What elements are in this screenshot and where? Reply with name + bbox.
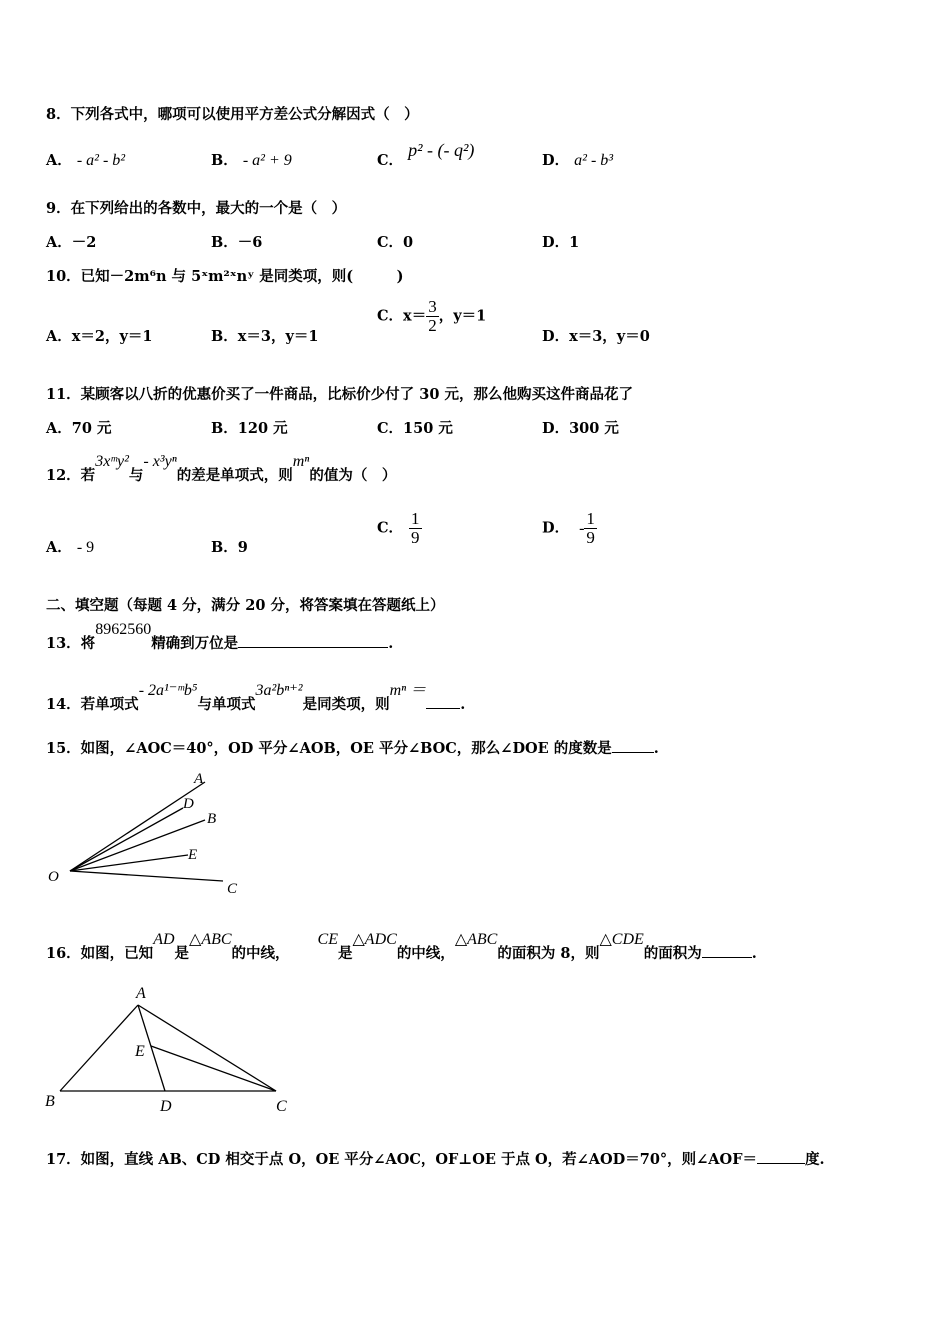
stem-text: 的差是单项式，则 [176,467,293,484]
option-label: D． [542,234,570,251]
section-heading: 二、填空题（每题 4 分，满分 20 分，将答案填在答题纸上） [46,597,445,614]
question-12-stem [46,453,397,485]
fraction [584,510,597,547]
fraction [409,510,422,547]
option-value: x＝3，y＝0 [569,328,650,345]
q9-option-b [211,231,262,252]
math-expr: △ABC [189,931,232,948]
q8-option-a [46,149,125,170]
question-8-stem: 8．下列各式中，哪项可以使用平方差公式分解因式（ ） [46,106,419,123]
option-expr: p² - (- q²) [408,140,475,160]
q9-option-c [377,231,413,252]
stem-text: 的值为（ ） [309,467,397,484]
q11-option-a [46,417,112,438]
option-value: 0 [403,234,414,251]
option-label: A． [46,152,72,169]
option-value: －6 [237,234,263,251]
math-expr: - x³yⁿ [143,453,177,470]
math-expr: 3a²bⁿ⁺² [255,682,303,699]
option-label: D． [542,328,570,345]
q12-option-d [542,510,597,547]
label-A: A [136,985,146,1002]
label-D: D [160,1098,172,1115]
minus-sign: - [579,519,585,537]
option-value: 9 [237,539,248,556]
answer-blank[interactable] [702,956,752,958]
math-expr: △ABC [454,931,498,948]
stem-text: 是 [174,945,190,962]
q12-option-b [211,536,248,557]
stem-text: 16．如图，已知 [46,945,154,962]
option-value: 120 元 [237,420,288,437]
option-value: 70 元 [71,420,112,437]
label-E: E [135,1043,145,1060]
angle-figure [40,765,260,900]
q9-option-a [46,231,96,252]
option-expr: - a² - b² [76,152,126,169]
option-value: - 9 [76,539,95,556]
stem-text: 14．若单项式 [46,696,139,713]
option-label: C． [377,519,404,537]
question-10-stem: 10．已知－2m⁶n 与 5ˣm²ˣnʸ 是同类项，则( ) [46,268,404,285]
math-expr: CE [317,931,338,948]
option-value: －2 [71,234,97,251]
option-label: D． [542,152,570,169]
number: 8962560 [95,621,152,638]
triangle-figure [40,980,310,1120]
fraction-denominator: 2 [428,316,437,335]
q12-option-a [46,536,94,557]
label-B: B [45,1093,55,1110]
label-B: B [207,811,217,827]
stem-text: 13．将 [46,635,96,652]
q10-option-c [377,298,486,335]
option-label: B． [211,539,238,556]
option-label: C． [377,234,404,251]
stem-text: 的中线， [396,945,455,962]
fraction-denominator: 9 [586,528,595,547]
fraction-numerator: 1 [586,509,595,528]
math-expr: - 2a¹⁻ᵐb⁵ [138,682,198,699]
option-label: D． [542,420,570,437]
stem-text: 是 [338,945,353,962]
q10-option-d [542,325,650,346]
stem-text: 的面积为 [643,945,702,962]
fraction [426,298,439,335]
q11-option-c [377,417,453,438]
stem-text: 度. [805,1151,825,1168]
option-value: 1 [569,234,580,251]
math-expr: AD [153,931,175,948]
question-17-stem [46,1148,825,1169]
q8-option-d [542,149,613,170]
option-label: C． [377,152,404,169]
q8-option-c [377,140,475,169]
math-expr: mⁿ [292,453,310,470]
option-label: A． [46,234,72,251]
stem-text: 17．如图，直线 AB、CD 相交于点 O，OE 平分∠AOC，OF⊥OE 于点 O，若∠AOD＝70°，则∠AOF＝ [46,1151,757,1168]
option-label: B． [211,152,238,169]
answer-blank[interactable] [757,1162,805,1164]
fraction-numerator: 1 [411,509,420,528]
option-label: A． [46,328,72,345]
option-label: C． [377,307,404,325]
stem-text: 的中线， [231,945,290,962]
stem-text: 是同类项，则 [302,696,390,713]
math-expr: 3xᵐy² [95,453,129,470]
question-13-stem [46,621,394,653]
answer-blank[interactable] [612,751,654,753]
question-9-stem: 9．在下列给出的各数中，最大的一个是（ ） [46,200,347,217]
option-label: B． [211,234,238,251]
question-11-stem: 11．某顾客以八折的优惠价买了一件商品，比标价少付了 30 元，那么他购买这件商品花了 [46,386,633,403]
option-value: 300 元 [569,420,619,437]
option-value: 150 元 [403,420,453,437]
stem-text: 15．如图，∠AOC＝40°，OD 平分∠AOB，OE 平分∠BOC，那么∠DOE 的度数是 [46,740,612,757]
math-expr: △CDE [599,931,644,948]
math-expr: △ADC [352,931,397,948]
label-O: O [48,869,59,885]
stem-text: . [653,740,659,757]
label-A: A [194,771,204,787]
option-expr: a² - b³ [574,152,614,169]
stem-text: 精确到万位是 [151,635,239,652]
option-suffix: ，y＝1 [438,307,487,325]
option-label: C． [377,420,404,437]
q11-option-d [542,417,619,438]
option-label: A． [46,539,72,556]
stem-text: . [751,945,757,962]
label-D: D [183,796,194,812]
label-E: E [188,847,198,863]
fraction-numerator: 3 [428,297,437,316]
q10-option-a [46,325,153,346]
option-label: B． [211,420,238,437]
fraction-denominator: 9 [411,528,420,547]
question-16-stem [46,931,757,963]
option-label: A． [46,420,72,437]
q10-option-b [211,325,319,346]
q9-option-d [542,231,579,252]
q11-option-b [211,417,288,438]
option-label: D． [542,519,570,537]
stem-text: 的面积为 8，则 [497,945,600,962]
question-14-stem [46,682,466,714]
label-C: C [227,881,238,897]
option-value: x＝3，y＝1 [237,328,319,345]
option-prefix: x＝ [403,307,427,325]
stem-text: 与 [128,467,144,484]
stem-text: . [460,696,466,713]
option-expr: - a² + 9 [242,152,292,169]
answer-blank[interactable] [426,707,460,709]
math-expr: mⁿ ＝ [389,682,427,699]
stem-text: 12．若 [46,467,96,484]
option-label: B． [211,328,238,345]
q12-option-c [377,510,422,547]
answer-blank[interactable] [238,646,388,648]
q8-option-b [211,149,292,170]
stem-text: . [388,635,394,652]
option-value: x＝2，y＝1 [71,328,153,345]
label-C: C [276,1098,287,1115]
stem-text: 与单项式 [197,696,256,713]
question-15-stem [46,737,659,758]
